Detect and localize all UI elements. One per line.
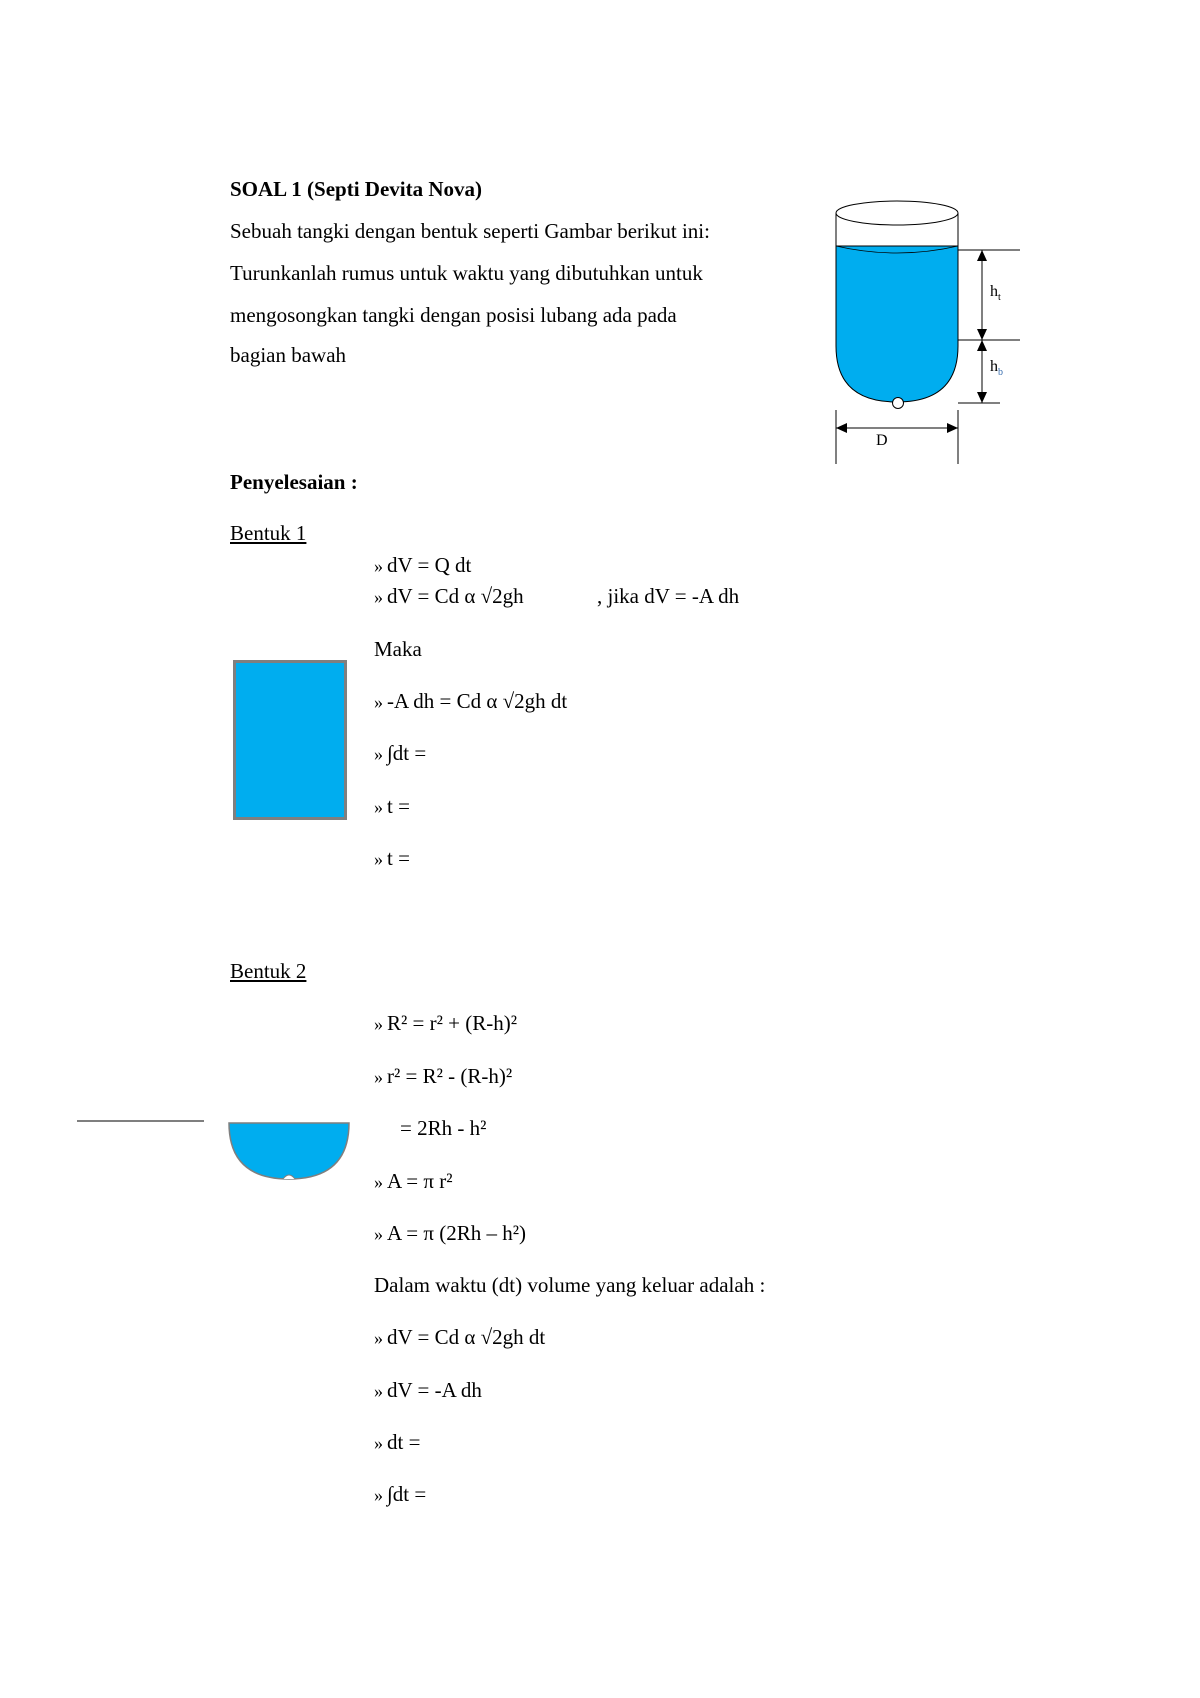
form1-eq1: » dV = Q dt — [374, 553, 472, 577]
form2-eq8: » dt = — [374, 1430, 421, 1454]
problem-line-3: mengosongkan tangki dengan posisi lubang ada pada — [230, 303, 677, 327]
tank-figure — [820, 198, 1020, 458]
form1-eq6: » t = — [374, 846, 410, 870]
form1-maka: Maka — [374, 637, 422, 661]
form2-eq9: » ∫dt = — [374, 1482, 427, 1506]
form1-eq4: » ∫dt = — [374, 741, 427, 765]
form2-eq4: » A = π r² — [374, 1169, 453, 1193]
form1-heading: Bentuk 1 — [230, 521, 307, 545]
label-h2: $h_b$ — [990, 358, 1003, 379]
form2-heading: Bentuk 2 — [230, 959, 307, 983]
tank-outlet-hole — [893, 398, 904, 409]
label-d: D — [876, 432, 888, 449]
problem-line-2: Turunkanlah rumus untuk waktu yang dibutuhkan untuk — [230, 261, 703, 285]
form2-eq1: » R² = r² + (R-h)² — [374, 1011, 518, 1035]
problem-line-4: bagian bawah — [230, 343, 347, 367]
form2-eq6: » dV = Cd α √2gh dt — [374, 1325, 546, 1349]
form2-eq7: » dV = -A dh — [374, 1378, 482, 1402]
tank-top-ellipse — [836, 201, 958, 225]
problem-title: SOAL 1 (Septi Devita Nova) — [230, 177, 482, 201]
tank-water — [836, 246, 958, 402]
hemisphere-illustration — [228, 1121, 352, 1183]
label-h1: $h_t$ — [990, 283, 1001, 304]
form2-text: Dalam waktu (dt) volume yang keluar adalah : — [374, 1273, 766, 1297]
cylinder-tank-illustration — [233, 660, 347, 820]
solution-heading: Penyelesaian : — [230, 470, 358, 494]
form1-eq2-condition: , jika dV = -A dh — [597, 584, 740, 608]
form1-eq3: » -A dh = Cd α √2gh dt — [374, 689, 568, 713]
form2-eq5: » A = π (2Rh – h²) — [374, 1221, 526, 1245]
reference-line — [77, 1120, 204, 1122]
form2-eq3: = 2Rh - h² — [400, 1116, 487, 1140]
form1-eq5: » t = — [374, 794, 410, 818]
form1-eq2: » dV = Cd α √2gh — [374, 584, 524, 608]
problem-line-1: Sebuah tangki dengan bentuk seperti Gambar berikut ini: — [230, 219, 710, 243]
form2-eq2: » r² = R² - (R-h)² — [374, 1064, 513, 1088]
